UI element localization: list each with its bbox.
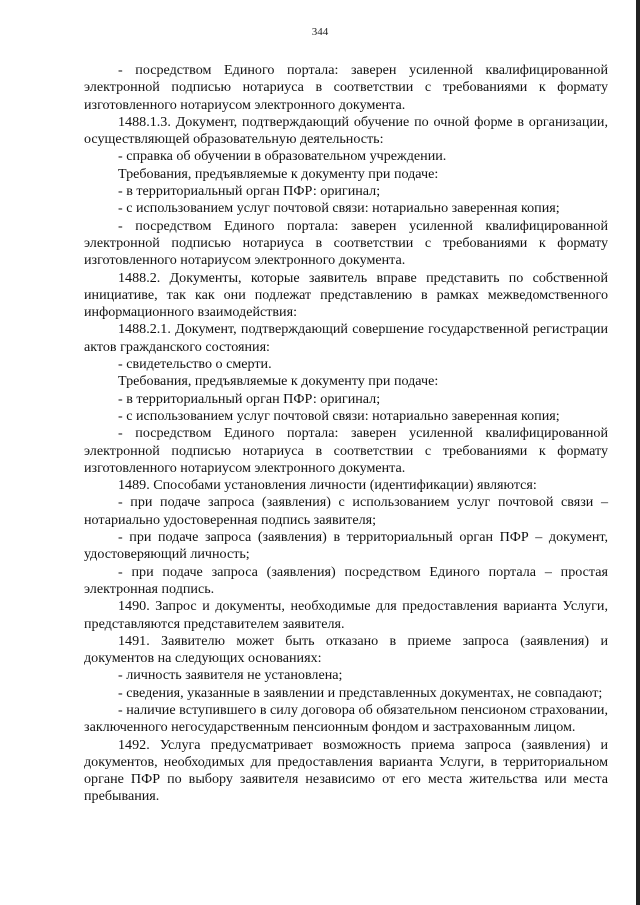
paragraph-14: 1489. Способами установления личности (идентификации) являются: [118,477,537,494]
paragraph-22: - наличие вступившего в силу договора об обязательном пенсионом страховании, заключенного негосударственным пенсионным фондом и застрахованным лицом. [84,701,608,736]
paragraph-21: - сведения, указанные в заявлении и представленных документах, не совпадают; [118,684,603,701]
paragraph-10: Требования, предъявляемые к документу при подаче: [118,373,439,390]
paragraph-7: 1488.2. Документы, которые заявитель вправе представить по собственной инициативе, так как они подлежат представлению в рамках межведомственного информационного взаимодействия: [84,269,608,321]
paragraph-23: 1492. Услуга предусматривает возможность приема запроса (заявления) и документов, необходимых для предоставления варианта Услуги, в территориальном органе ПФР по выбору заявителя независимо от его места жительства или места пребывания. [84,736,608,805]
paragraph-18: 1490. Запрос и документы, необходимые для предоставления варианта Услуги, представляются представителем заявителя. [84,598,608,632]
paragraph-1: 1488.1.3. Документ, подтверждающий обучение по очной форме в организации, осуществляющей образовательную деятельность: [84,113,608,148]
paragraph-16: - при подаче запроса (заявления) в территориальный орган ПФР – документ, удостоверяющий личность; [84,529,608,563]
paragraph-0: - посредством Единого портала: заверен усиленной квалифицированной электронной подписью нотариуса в соответствии с требованиями к формату изготовленного нотариусом электронного документа. [84,62,608,113]
paragraph-20: - личность заявителя не установлена; [118,667,343,684]
paragraph-8: 1488.2.1. Документ, подтверждающий совершение государственной регистрации актов гражданского состояния: [84,321,608,355]
paragraph-9: - свидетельство о смерти. [118,356,272,373]
document-body [84,62,608,806]
paragraph-19: 1491. Заявителю может быть отказано в приеме запроса (заявления) и документов на следующих основаниях: [84,632,608,667]
paragraph-2: - справка об обучении в образовательном учреждении. [118,148,447,165]
paragraph-11: - в территориальный орган ПФР: оригинал; [118,390,381,407]
paragraph-17: - при подаче запроса (заявления) посредством Единого портала – простая электронная подпись. [84,563,608,597]
paragraph-12: - с использованием услуг почтовой связи: нотариально заверенная копия; [118,407,560,424]
paragraph-4: - в территориальный орган ПФР: оригинал; [118,183,381,200]
paragraph-15: - при подаче запроса (заявления) с использованием услуг почтовой связи – нотариально удостоверенная подпись заявителя; [84,494,608,528]
paragraph-3: Требования, предъявляемые к документу при подаче: [118,165,439,182]
paragraph-5: - с использованием услуг почтовой связи: нотариально заверенная копия; [118,200,560,217]
paragraph-13: - посредством Единого портала: заверен усиленной квалифицированной электронной подписью нотариуса в соответствии с требованиями к формату изготовленного нотариусом электронного документа. [84,425,608,476]
page-number: 344 [311,26,329,38]
paragraph-6: - посредством Единого портала: заверен усиленной квалифицированной электронной подписью нотариуса в соответствии с требованиями к формату изготовленного нотариусом электронного документа. [84,217,608,269]
